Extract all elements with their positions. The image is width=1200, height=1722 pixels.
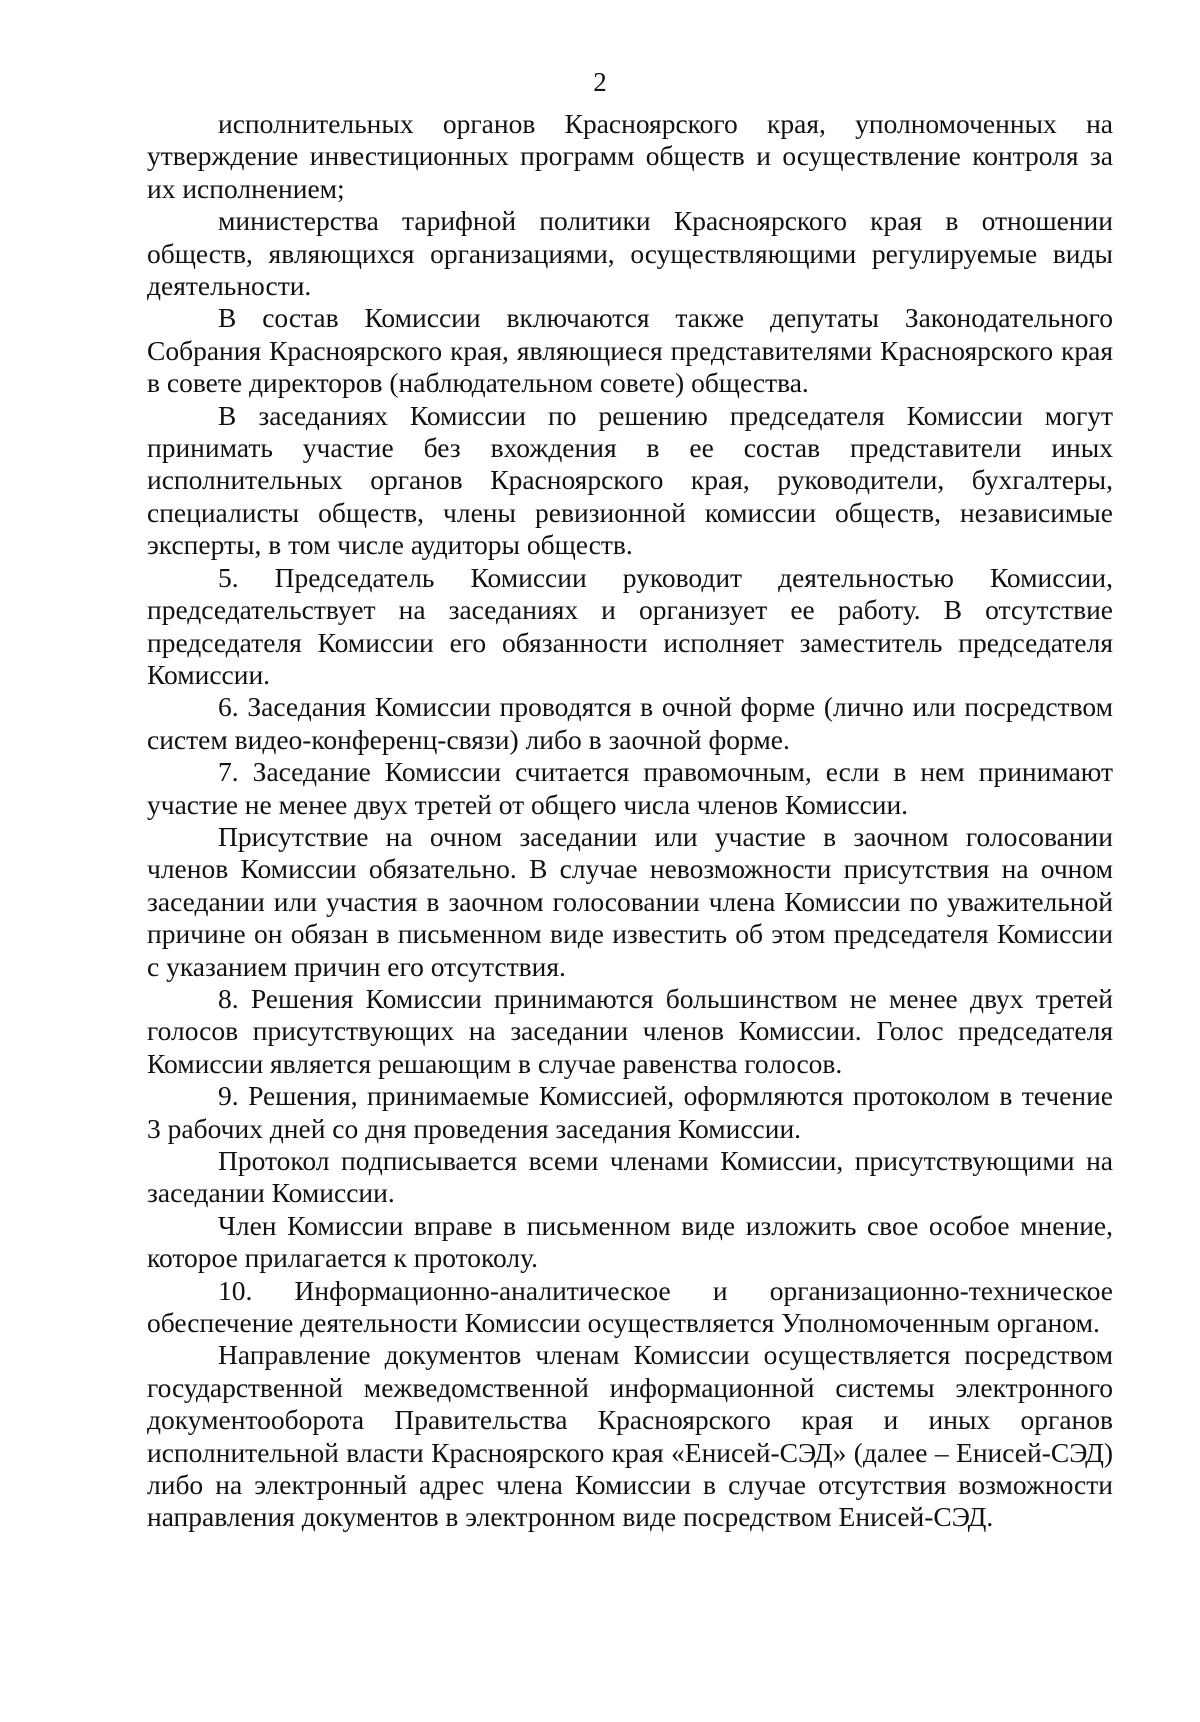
document-body xyxy=(147,108,1113,1534)
paragraph-item-9: 9. Решения, принимаемые Комиссией, оформляются протоколом в течение 3 рабочих дней со дня проведения заседания Комиссии. xyxy=(147,1080,1113,1144)
paragraph-item-6: 6. Заседания Комиссии проводятся в очной форме (лично или посредством систем видео-конференц-связи) либо в заочной форме. xyxy=(147,691,1113,755)
paragraph-item-10: 10. Информационно-аналитическое и организационно-техническое обеспечение деятельности Комиссии осуществляется Уполномоченным органом. xyxy=(147,1274,1113,1339)
paragraph-continuation: исполнительных органов Красноярского края, уполномоченных на утверждение инвестиционных программ обществ и осуществление контроля за их исполнением; xyxy=(147,108,1113,204)
page-number: 2 xyxy=(593,67,607,97)
paragraph-item-7: 7. Заседание Комиссии считается правомочным, если в нем принимают участие не менее двух третей от общего числа членов Комиссии. xyxy=(147,756,1113,820)
paragraph-dissenting-opinion: Член Комиссии вправе в письменном виде изложить свое особое мнение, которое прилагается к протоколу. xyxy=(147,1209,1113,1274)
paragraph-item-8: 8. Решения Комиссии принимаются большинством не менее двух третей голосов присутствующих на заседании членов Комиссии. Голос председателя Комиссии является решающим в случае равенства голосов. xyxy=(147,982,1113,1079)
paragraph-attendance: Присутствие на очном заседании или участие в заочном голосовании членов Комиссии обязательно. В случае невозможности присутствия на очном заседании или участия в заочном голосовании члена Комиссии по уважительной причине он обязан в письменном виде известить об этом председателя Комиссии с указанием причин его отсутствия. xyxy=(147,820,1113,982)
paragraph-deputies: В состав Комиссии включаются также депутаты Законодательного Собрания Красноярского края, являющиеся представителями Красноярского края в совете директоров (наблюдательном совете) общества. xyxy=(147,302,1113,399)
paragraph-document-delivery: Направление документов членам Комиссии осуществляется посредством государственной межведомственной информационной системы электронного документооборота Правительства Красноярского края и иных органов исполнительной власти Красноярского края «Енисей-СЭД» (далее – Енисей-СЭД) либо на электронный адрес члена Комиссии в случае отсутствия возможности направления документов в электронном виде посредством Енисей-СЭД. xyxy=(147,1339,1113,1533)
paragraph-ministry-tariff: министерства тарифной политики Красноярского края в отношении обществ, являющихся организациями, осуществляющими регулируемые виды деятельности. xyxy=(147,205,1113,302)
paragraph-item-5: 5. Председатель Комиссии руководит деятельностью Комиссии, председательствует на заседаниях и организует ее работу. В отсутствие председателя Комиссии его обязанности исполняет заместитель председателя Комиссии. xyxy=(147,561,1113,690)
paragraph-participants: В заседаниях Комиссии по решению председателя Комиссии могут принимать участие без вхождения в ее состав представители иных исполнительных органов Красноярского края, руководители, бухгалтеры, специалисты обществ, члены ревизионной комиссии обществ, независимые эксперты, в том числе аудиторы обществ. xyxy=(147,399,1113,561)
paragraph-protocol-signing: Протокол подписывается всеми членами Комиссии, присутствующими на заседании Комиссии. xyxy=(147,1145,1113,1209)
